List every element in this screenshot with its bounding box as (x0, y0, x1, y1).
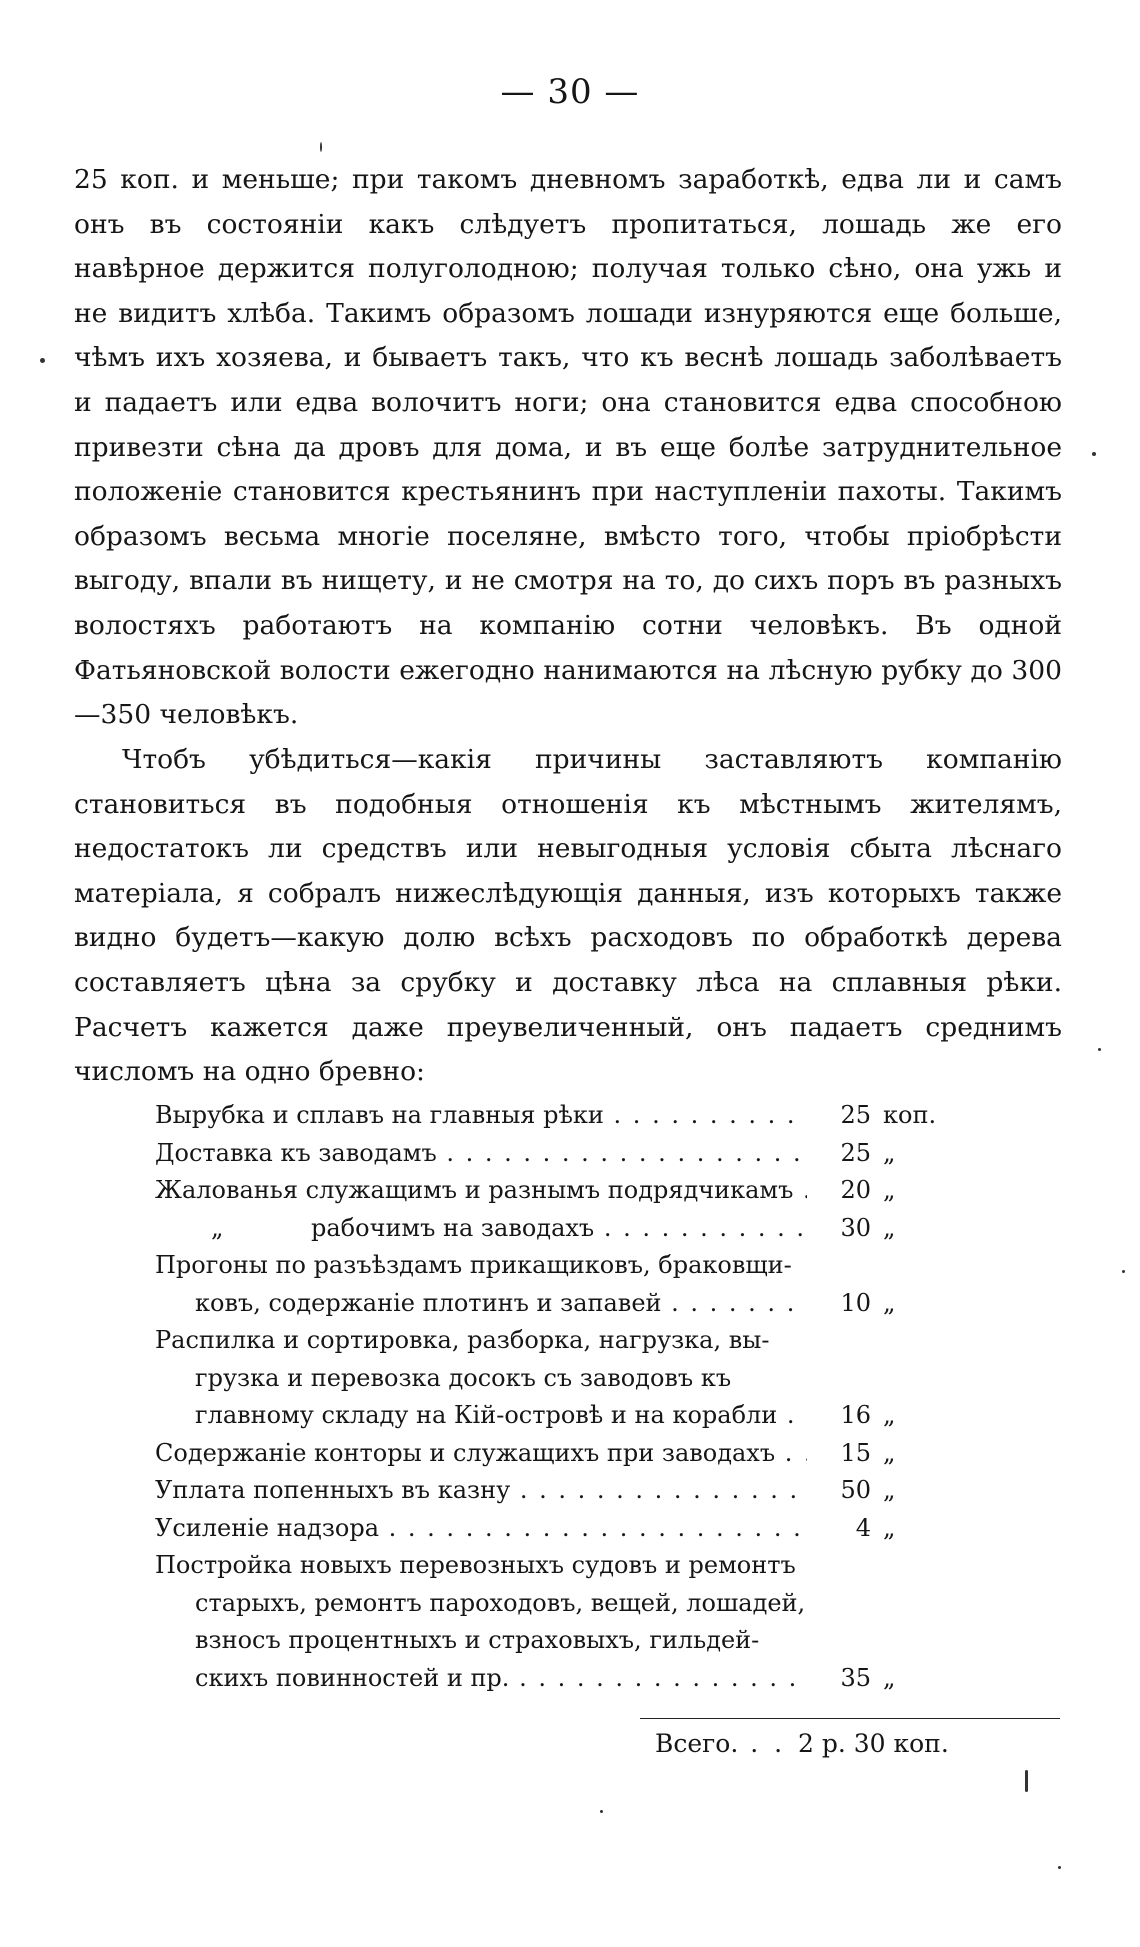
expense-amount: 10 (840, 1288, 871, 1317)
expense-row (155, 1210, 985, 1248)
expense-row (155, 1097, 985, 1135)
expense-description (155, 1510, 807, 1548)
expense-description (155, 1135, 807, 1173)
page-number: — 30 — (500, 72, 640, 112)
expense-line: Содержаніе конторы и служащихъ при заводахъ . . . (155, 1435, 807, 1473)
expense-row (155, 1547, 985, 1697)
expense-amount: 25 (840, 1138, 871, 1167)
expense-unit: „ (883, 1138, 896, 1167)
expense-description (155, 1097, 807, 1135)
expense-description (155, 1210, 807, 1248)
expense-line: грузка и перевозка досокъ съ заводовъ къ (195, 1363, 732, 1392)
expense-line: Доставка къ заводамъ . . . (155, 1135, 807, 1173)
expense-line: взносъ процентныхъ и страховыхъ, гильдей- (195, 1626, 760, 1654)
expense-row (155, 1435, 985, 1473)
expense-unit: „ (883, 1513, 896, 1542)
expense-description (155, 1472, 807, 1510)
scan-speck (1058, 1866, 1061, 1869)
paragraph-2: Чтобъ убѣдиться—какія причины заставляютъ компанію становиться въ подобныя отношенія къ мѣстнымъ жителямъ, недостатокъ ли средствъ или невыгодныя условія сбыта лѣснаго матеріала, я собралъ нижеслѣдующія данныя, изъ которыхъ также видно будетъ—какую долю всѣхъ расходовъ по обработкѣ дерева составляетъ цѣна за срубку и доставку лѣса на сплавныя рѣки. Расчетъ кажется даже преувеличенный, онъ падаетъ среднимъ числомъ на одно бревно: (74, 744, 1062, 1088)
expense-total (655, 1724, 995, 1764)
expense-row (155, 1322, 985, 1435)
total-leader: . . (738, 1729, 798, 1758)
expense-amount: 16 (840, 1401, 871, 1429)
expense-amount: 50 (840, 1476, 871, 1504)
expense-unit: „ (883, 1288, 896, 1317)
expense-row (155, 1247, 985, 1322)
expense-line: ковъ, содержаніе плотинъ и запавей . . . (155, 1285, 807, 1323)
scan-speck (320, 142, 322, 152)
expense-line: старыхъ, ремонтъ пароходовъ, вещей, лошадей, (195, 1588, 806, 1617)
scan-speck (600, 1810, 603, 1813)
expense-row (155, 1510, 985, 1548)
expense-line (155, 1210, 807, 1248)
expense-unit: „ (883, 1476, 896, 1504)
expense-amount: 35 (840, 1663, 871, 1692)
ditto-mark: „ (211, 1213, 224, 1242)
expense-unit: „ (883, 1176, 896, 1204)
expense-line: Жалованья служащимъ и разнымъ подрядчикамъ . . . (155, 1172, 807, 1210)
scan-speck (1025, 1770, 1028, 1792)
expense-table (155, 1097, 985, 1697)
expense-row (155, 1172, 985, 1210)
scan-speck (40, 358, 45, 363)
expense-unit: „ (883, 1213, 896, 1242)
paragraph-1: 25 коп. и меньше; при такомъ дневномъ заработкѣ, едва ли и самъ онъ въ состояніи какъ слѣдуетъ пропитаться, лошадь же его навѣрное держится полуголодною; получая только сѣно, она ужь и не видитъ хлѣба. Такимъ образомъ лошади изнуряются еще больше, чѣмъ ихъ хозяева, и бываетъ такъ, что къ веснѣ лошадь заболѣваетъ и падаетъ или едва волочитъ ноги; она становится едва способною привезти сѣна да дровъ для дома, и въ еще болѣе затруднительное положеніе становится крестьянинъ при наступленіи пахоты. Такимъ образомъ весьма многіе поселяне, вмѣсто того, чтобы пріобрѣсти выгоду, впали въ нищету, и не смотря на то, до сихъ поръ въ разныхъ волостяхъ работаютъ на компанію сотни человѣкъ. Въ одной Фатьяновской волости ежегодно нанимаются на лѣсную рубку до 300—350 человѣкъ. (74, 164, 1062, 731)
expense-line: Усиленіе надзора . . . (155, 1510, 807, 1548)
expense-description (155, 1435, 807, 1473)
expense-row (155, 1135, 985, 1173)
expense-line: Распилка и сортировка, разборка, нагрузка, вы- (155, 1326, 770, 1354)
expense-description (155, 1172, 807, 1210)
expense-unit: „ (883, 1401, 896, 1429)
expense-line: Вырубка и сплавъ на главныя рѣки . . . (155, 1097, 807, 1135)
expense-unit: „ (883, 1663, 896, 1692)
expense-unit: „ (883, 1438, 896, 1467)
expense-line: главному складу на Кій-островѣ и на корабли . . . (155, 1397, 807, 1435)
expense-line: Уплата попенныхъ въ казну . . . (155, 1472, 807, 1510)
expense-description (155, 1547, 807, 1697)
total-label: Всего. (655, 1729, 739, 1758)
scan-speck (1122, 1270, 1125, 1273)
expense-amount: 4 (855, 1513, 871, 1542)
scan-speck (1092, 452, 1096, 456)
expense-description (155, 1247, 807, 1322)
expense-amount: 25 (840, 1101, 871, 1129)
expense-description (155, 1322, 807, 1435)
expense-amount: 20 (840, 1176, 871, 1204)
expense-line: Прогоны по разъѣздамъ прикащиковъ, браковщи- (155, 1251, 792, 1279)
expense-amount: 15 (840, 1438, 871, 1467)
expense-line: Постройка новыхъ перевозныхъ судовъ и ремонтъ (155, 1551, 796, 1579)
expense-line: скихъ повинностей и пр. . . . (155, 1660, 807, 1698)
total-value: 2 р. 30 коп. (798, 1729, 949, 1758)
scan-speck (1098, 1048, 1101, 1051)
total-rule (640, 1718, 1060, 1719)
expense-unit: коп. (883, 1101, 937, 1129)
expense-amount: 30 (840, 1213, 871, 1242)
expense-row (155, 1472, 985, 1510)
expense-line-text: рабочимъ на заводахъ (311, 1213, 595, 1242)
